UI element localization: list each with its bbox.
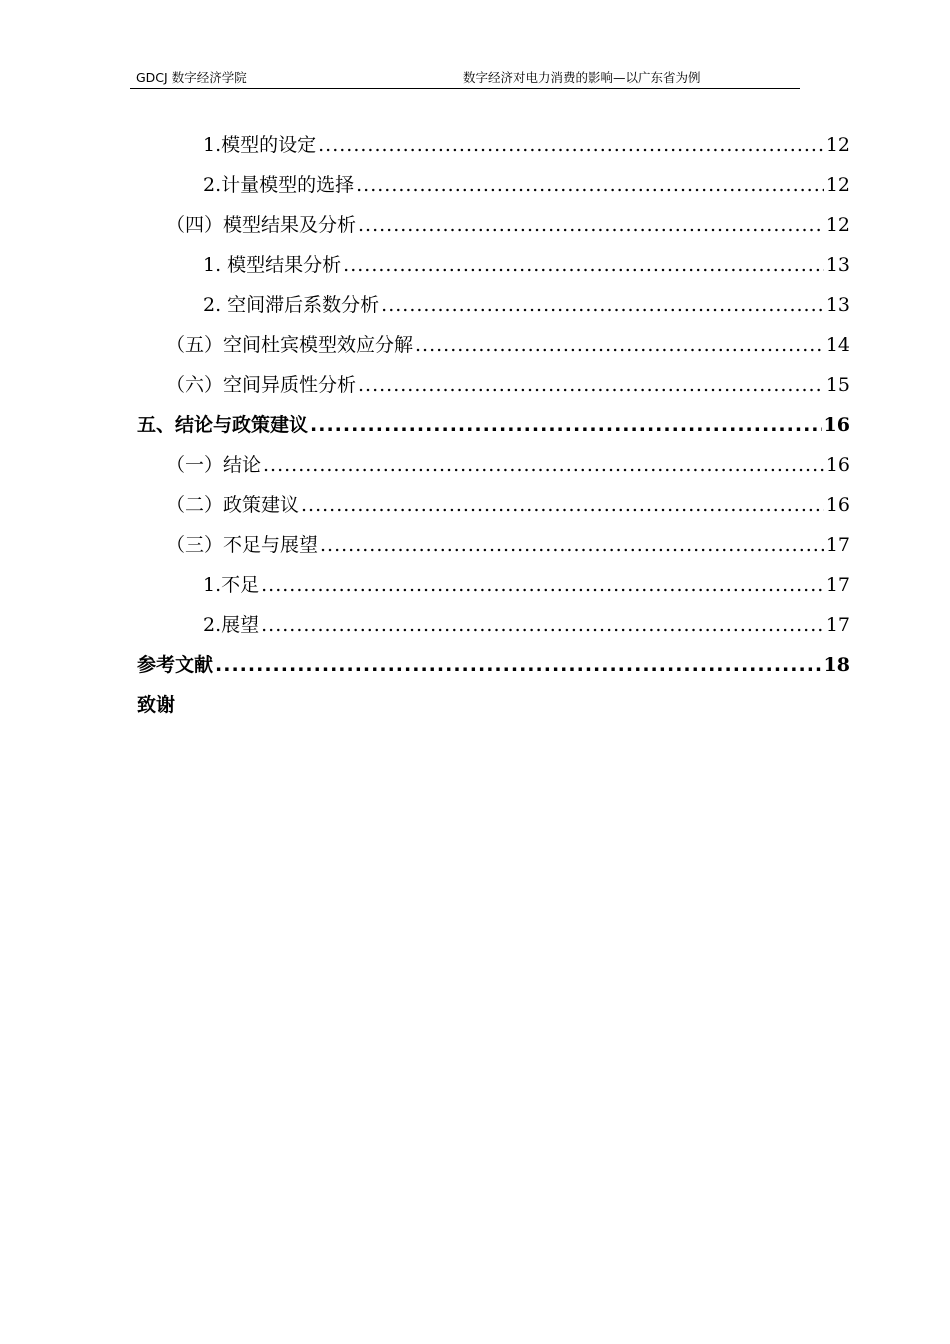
toc-entry-label: （一）结论 [166, 454, 262, 476]
toc-dot-leader [301, 492, 824, 518]
toc-page-number: 12 [825, 214, 850, 236]
toc-entry-label: 2.展望 [203, 614, 260, 636]
toc-entry-label: （三）不足与展望 [166, 534, 319, 556]
toc-entry-label: 2. 空间滞后系数分析 [203, 294, 380, 316]
toc-dot-leader [261, 612, 824, 638]
toc-entry[interactable] [203, 238, 850, 278]
toc-page-number: 17 [825, 534, 850, 556]
toc-page-number: 16 [825, 494, 850, 516]
toc-entry-label: （五）空间杜宾模型效应分解 [166, 334, 414, 356]
toc-entry-label: 1.模型的设定 [203, 134, 317, 156]
toc-entry[interactable] [166, 478, 850, 518]
toc-page-number: 17 [825, 574, 850, 596]
toc-entry[interactable] [203, 158, 850, 198]
header-school: GDCJ 数字经济学院 [136, 70, 247, 85]
toc-dot-leader [415, 332, 824, 358]
toc-entry-label: 五、结论与政策建议 [137, 414, 309, 436]
toc-entry[interactable] [166, 318, 850, 358]
toc-entry-label: 1.不足 [203, 574, 260, 596]
toc-entry[interactable] [203, 558, 850, 598]
toc-page-number: 18 [823, 654, 850, 676]
toc-entry[interactable] [203, 598, 850, 638]
toc-dot-leader [343, 252, 824, 278]
toc-page-number: 13 [825, 254, 850, 276]
toc-entry[interactable] [137, 678, 850, 718]
toc-dot-leader [381, 292, 824, 318]
toc-entry[interactable] [166, 518, 850, 558]
toc-entry-label: （二）政策建议 [166, 494, 300, 516]
toc-dot-leader [358, 372, 824, 398]
toc-page-number: 12 [825, 174, 850, 196]
toc-page-number: 16 [823, 414, 850, 436]
toc-entry[interactable] [137, 398, 850, 438]
toc-entry[interactable] [137, 638, 850, 678]
toc-entry-label: （四）模型结果及分析 [166, 214, 357, 236]
toc-entry[interactable] [166, 438, 850, 478]
toc-entry-label: 2.计量模型的选择 [203, 174, 355, 196]
page-header [130, 70, 800, 89]
toc-dot-leader [261, 572, 824, 598]
toc-entry[interactable] [166, 358, 850, 398]
toc-dot-leader [215, 652, 822, 678]
toc-entry[interactable] [203, 278, 850, 318]
toc-dot-leader [263, 452, 824, 478]
toc-page-number: 12 [825, 134, 850, 156]
toc-dot-leader [310, 412, 822, 438]
toc-entry[interactable] [166, 198, 850, 238]
toc-dot-leader [318, 132, 824, 158]
header-thesis-title: 数字经济对电力消费的影响—以广东省为例 [463, 70, 701, 85]
toc-entry[interactable] [203, 118, 850, 158]
toc-dot-leader [356, 172, 824, 198]
toc-entry-label: 致谢 [137, 694, 176, 716]
toc-page-number: 16 [825, 454, 850, 476]
toc-page-number: 15 [825, 374, 850, 396]
toc-entry-label: 1. 模型结果分析 [203, 254, 342, 276]
toc-page-number: 17 [825, 614, 850, 636]
toc-entry-label: 参考文献 [137, 654, 214, 676]
toc-dot-leader [358, 212, 824, 238]
toc-dot-leader [320, 532, 824, 558]
toc-page-number: 13 [825, 294, 850, 316]
toc-page-number: 14 [825, 334, 850, 356]
toc-entry-label: （六）空间异质性分析 [166, 374, 357, 396]
